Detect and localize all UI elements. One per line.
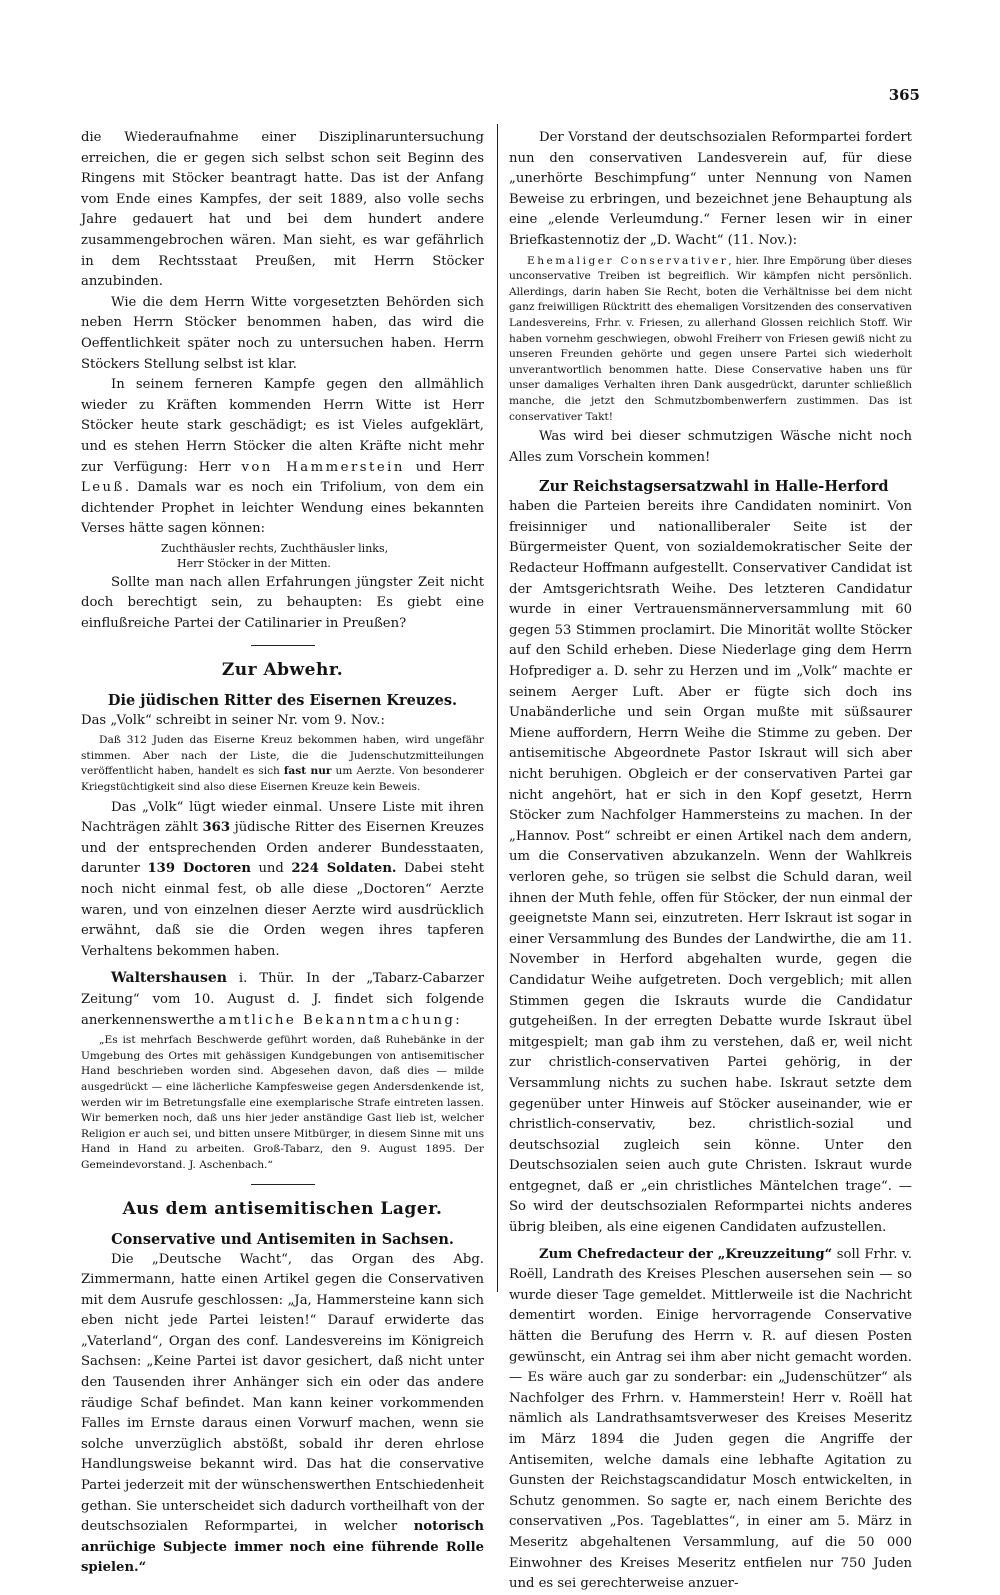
paragraph: Sollte man nach allen Erfahrungen jüngster Zeit nicht doch berechtigt sein, zu behaupten: Es giebt eine einflußreiche Partei der Catilinarier in Preußen?: [81, 574, 484, 632]
quoted-passage: [509, 254, 912, 426]
paragraph: [509, 254, 912, 426]
text-run: Die „Deutsche Wacht“, das Organ des Abg. Zimmermann, hatte einen Artikel gegen die Conservativen mit dem Ausrufe geschlossen: „Ja, Hammersteine kann sich eben nicht jede Partei leisten!“ Darauf erwiderte das „Vaterland“, Organ des conf. Landesvereins im Königreich Sachsen: „Keine Partei ist davor gesichert, daß nicht unter den Tausenden ihrer Anhänger sich ein oder das andere räudige Schaf befindet. Man kann keiner vorkommenden Falles im Ernste daraus einen Vorwurf machen, wenn sie solche unverzüglich abstößt, sobald ihr deren ehrlose Handlungsweise bekannt wird. Das hat die conservative Partei jederzeit mit der wünschenswerthen Entschiedenheit gethan. Sie unterscheidet sich dadurch vortheilhaft von der deutschsozialen Reformpartei, in welcher: [81, 1251, 484, 1535]
text-run: :: [455, 1012, 460, 1028]
emphasis: fast nur: [283, 765, 332, 778]
emphasis-spaced: amtliche Bekanntmachung: [218, 1012, 456, 1028]
section-separator: [251, 1184, 315, 1185]
section-separator: [251, 645, 315, 646]
text-run: und Herr: [404, 459, 484, 475]
text-run: und: [250, 861, 292, 877]
text-run: . Damals war es noch ein Trifolium, von dem ein dichtender Prophet in leichter Wendung eines bekannten Verses hätte sagen können:: [81, 480, 484, 537]
emphasis: 139 Doctoren: [147, 861, 251, 877]
paragraph: [81, 733, 484, 795]
emphasis-spaced: Ehemaliger Conservativer: [527, 254, 729, 267]
emphasis: notorisch anrüchige Subjecte immer noch eine führende Rolle spielen.“: [81, 1519, 484, 1576]
name-spaced: Leuß: [81, 480, 125, 496]
place-lead: Waltershausen: [111, 970, 227, 987]
paragraph: [509, 1245, 912, 1595]
quoted-passage: [81, 1033, 484, 1173]
paragraph: Wie die dem Herrn Witte vorgesetzten Behörden sich neben Herrn Stöcker benommen haben, das wird die Oeffentlichkeit später noch zu untersuchen haben. Herrn Stöckers Stellung selbst ist klar.: [81, 294, 484, 372]
right-column: [509, 128, 912, 1595]
verse-line: Herr Stöcker in der Mitten.: [177, 556, 331, 570]
paragraph: Das „Volk“ schreibt in seiner Nr. vom 9. Nov.:: [81, 712, 385, 728]
text-run: jüdische Ritter des Eisernen Kreuzes und der entsprechenden Orden anderer Bundesstaaten, darunter: [81, 820, 484, 877]
paragraph: haben die Parteien bereits ihre Candidaten nominirt. Von freisinniger und nationalliberaler Seite ist der Bürgermeister Quent, von sozialdemokratischer Seite der Redacteur Hoffmann aufgestellt. Conservativer Candidat ist der Amtsgerichtsrath Weihe. Des letzteren Candidatur wurde in einer Vertrauensmännerversammlung mit 60 gegen 53 Stimmen proclamirt. Die Minorität wollte Stöcker auf den Schild erheben. Diese Niederlage ging dem Herrn Hofprediger a. D. sehr zu Herzen und im „Volk“ machte er seinem Aerger Luft. Aber er fügte sich doch ins Unabänderliche und sein Organ mußte mit süßsaurer Miene auffordern, Herrn Weihe die Stimme zu geben. Der antisemitische Abgeordnete Pastor Iskraut will sich aber nicht beruhigen. Obgleich er der conservativen Partei gar nicht angehört, hat er sich in den Kopf gesetzt, Herrn Stöcker zum Nachfolger Hammersteins zu machen. In der „Hannov. Post“ schreibt er einen Artikel nach dem andern, um die Conservativen abzukanzeln. Wenn der Wahlkreis verloren gehe, so trügen sie selbst die Schuld daran, weil ihnen der Muth fehle, offen für Stöcker, der nun einmal der geeignetste Mann sei, einzutreten. Herr Iskraut ist sogar in einer Versammlung des Bundes der Landwirthe, die am 11. November in Herford abgehalten wurde, gegen die Candidatur Weihe aufgetreten. Doch vergeblich; mit allen Stimmen gegen die Iskrauts wurde die Candidatur gutgeheißen. In der erregten Debatte wurde Iskraut übel mitgespielt; man gab ihm zu verstehen, daß er, weil nicht zur christlich-conservativen Partei gehörig, in der Versammlung nichts zu suchen habe. Iskraut setzte dem gegenüber unter Hinweis auf Stöcker auseinander, wie er christlich-conservativ, bez. christlich-sozial und deutschsozial zugleich sein könne. Unter den Deutschsozialen seien auch gute Christen. Iskraut wurde entgegnet, daß er „ein christliches Mäntelchen trage“. — So wird der deutschsozialen Reformpartei nichts anderes übrig bleiben, als eine eigenen Candidaten aufzustellen.: [509, 499, 912, 1236]
article-heading: Conservative und Antisemiten in Sachsen.: [111, 1230, 454, 1248]
page-number: 365: [888, 86, 920, 104]
section-title: Aus dem antisemitischen Lager.: [122, 1198, 443, 1219]
article-heading: Zum Chefredacteur der „Kreuzzeitung“: [539, 1246, 833, 1262]
text-run: In seinem ferneren Kampfe gegen den allmählich wieder zu Kräften kommenden Herrn Witte ist Herr Stöcker heute stark geschädigt; es ist Vieles aufgeklärt, und es stehen Herrn Stöcker die alten Kräfte nicht mehr zur Verfügung: Herr: [81, 377, 484, 475]
column-divider: [497, 124, 498, 1292]
text-run: soll Frhr. v. Roëll, Landrath des Kreises Pleschen ausersehen sein — so wurde dieser Tage gemeldet. Mittlerweile ist die Nachricht dementirt worden. Einige hervorragende Conservative hätten die Berufung des Herrn v. R. auf diesen Posten gewünscht, ein Antrag sei ihm aber nicht gemacht worden. — Es wäre auch gar zu sonderbar: ein „Judenschützer“ als Nachfolger des Frhrn. v. Hammerstein! Herr v. Roëll hat nämlich als Landrathsamtsverweser des Kreises Meseritz im März 1894 die Juden gegen die Angriffe der Antisemiten, welche damals eine lebhafte Agitation zu Gunsten der Reichstagscandidatur Mosch entwickelten, in Schutz genommen. So sagte er, nach einem Berichte des conservativen „Pos. Tageblattes“, in einer am 5. März in Meseritz abgehaltenen Versammlung, auf die 50 000 Einwohner des Kreises Meseritz entfielen nur 750 Juden und es sei gerechterweise anzuer-: [509, 1246, 912, 1592]
text-run: i. Thür. In der „Tabarz-Cabarzer Zeitung“ vom 10. August d. J. findet sich folgende anerkennenswerthe: [81, 971, 484, 1028]
quoted-passage: [81, 733, 484, 795]
name-spaced: von Hammerstein: [241, 459, 405, 475]
paragraph: [81, 798, 484, 963]
text-run: Daß 312 Juden das Eiserne Kreuz bekommen haben, wird ungefähr stimmen. Aber nach der Liste, die die Judenschutzmitteilungen veröffentlicht haben, handelt es sich: [81, 734, 484, 778]
text-run: , hier. Ihre Empörung über dieses unconservative Treiben ist begreiflich. Wir kämpfen nicht persönlich. Allerdings, darin haben Sie Recht, boten die Verhältnisse bei dem nicht ganz freiwilligen Rücktritt des ehemaligen Vorsitzenden des conservativen Landesvereins, Frhr. v. Friesen, zu allerhand Glossen reichlich Stoff. Wir haben vornehm geschwiegen, obwohl Freiherr von Friesen gewiß nicht zu unseren Freunden gehörte und gegen unsere Partei sich wiederholt unverantwortlich benommen hatte. Diese Conservative haben uns für unser damaliges Verhalten ihren Dank ausgedrückt, darunter schließlich manche, die jetzt den Schmutzbombenwerfern zustimmen. Das ist conservativer Takt!: [509, 254, 912, 423]
left-column: [81, 128, 484, 1579]
paragraph: [81, 968, 484, 1031]
section-title: Zur Abwehr.: [221, 659, 344, 680]
paragraph: „Es ist mehrfach Beschwerde geführt worden, daß Ruhebänke in der Umgebung des Ortes mit gehässigen Kundgebungen von antisemitischer Hand beschrieben worden sind. Abgesehen davon, daß dies — milde ausgedrückt — eine lächerliche Kampfesweise gegen Andersdenkende ist, werden wir im Betretungsfalle eine exemplarische Strafe eintreten lassen. Wir bemerken noch, daß uns hier jeder anständige Gast lieb ist, welcher Religion er auch sei, und bitten unsere Mitbürger, in diesem Sinne mit uns Hand in Hand zu arbeiten. Groß-Tabarz, den 9. August 1895. Der Gemeindevorstand. J. Aschenbach.“: [81, 1034, 484, 1171]
paragraph: die Wiederaufnahme einer Disziplinaruntersuchung erreichen, die er gegen sich selbst schon seit Beginn des Ringens mit Stöcker beantragt hatte. Das ist der Anfang vom Ende eines Kampfes, der seit 1889, also volle sechs Jahre gedauert hat und bei dem hundert andere zusammengebrochen wären. Man sieht, es war gefährlich in dem Rechtsstaat Preußen, mit Herrn Stöcker anzubinden.: [81, 130, 484, 290]
text-run: Dabei steht noch nicht einmal fest, ob alle diese „Doctoren“ Aerzte waren, und von einzelnen dieser Aerzte wird ausdrücklich erwähnt, daß sie die Orden wegen ihres tapferen Verhaltens bekommen haben.: [81, 861, 485, 959]
paragraph: [81, 1250, 484, 1580]
verse-quote: [81, 541, 484, 571]
emphasis: 224 Soldaten.: [291, 861, 397, 877]
text-run: Das „Volk“ lügt wieder einmal. Unsere Liste mit ihren Nachträgen zählt: [81, 799, 484, 836]
article-heading: Zur Reichstagsersatzwahl in Halle-Herford: [539, 478, 889, 496]
paragraph: Was wird bei dieser schmutzigen Wäsche nicht noch Alles zum Vorschein kommen!: [509, 429, 912, 465]
paragraph: [81, 375, 484, 540]
text-run: um Aerzte. Von besonderer Kriegstüchtigkeit sind also diese Eisernen Kreuze kein Beweis.: [81, 765, 484, 794]
emphasis: 363: [202, 820, 231, 836]
verse-line: Zuchthäusler rechts, Zuchthäusler links,: [161, 541, 389, 555]
article-heading: Die jüdischen Ritter des Eisernen Kreuzes.: [107, 691, 458, 709]
paragraph: Der Vorstand der deutschsozialen Reformpartei fordert nun den conservativen Landesverein auf, für diese „unerhörte Beschimpfung“ unter Nennung von Namen Beweise zu erbringen, und bezeichnet jene Behauptung als eine „elende Verleumdung.“ Ferner lesen wir in einer Briefkastennotiz der „D. Wacht“ (11. Nov.):: [509, 130, 912, 248]
